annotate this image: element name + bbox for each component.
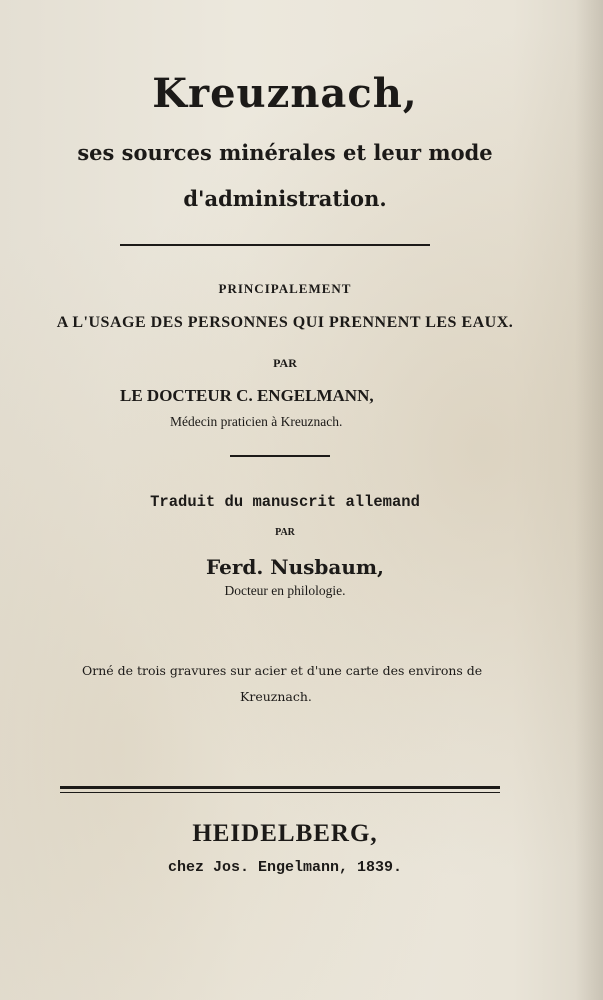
translator-role: Docteur en philologie. <box>224 583 346 598</box>
principal-text: PRINCIPALEMENT <box>218 281 352 296</box>
double-rule-top <box>60 786 500 789</box>
ornament-note-line-2: Kreuznach. <box>240 689 312 704</box>
translator-name: Ferd. Nusbaum, <box>206 555 384 579</box>
divider-rule-2 <box>230 455 330 457</box>
par-translator: PAR <box>275 527 295 538</box>
par-author: PAR <box>273 356 297 370</box>
author-name: LE DOCTEUR C. ENGELMANN, <box>120 386 374 405</box>
book-title: Kreuznach, <box>152 70 418 117</box>
subtitle-line-1: ses sources minérales et leur mode <box>77 140 493 165</box>
ornament-note-line-1: Orné de trois gravures sur acier et d'une carte des environs de <box>82 663 483 678</box>
author-role: Médecin praticien à Kreuznach. <box>170 414 343 429</box>
usage-line: A L'USAGE DES PERSONNES QUI PRENNENT LES EAUX. <box>56 314 514 331</box>
subtitle-line-2: d'administration. <box>183 186 387 211</box>
translated-line: Traduit du manuscrit allemand <box>150 493 420 511</box>
double-rule-bottom <box>60 792 500 793</box>
divider-rule-1 <box>120 244 430 246</box>
publisher-line: chez Jos. Engelmann, 1839. <box>167 859 403 876</box>
publication-city: HEIDELBERG, <box>192 820 378 847</box>
